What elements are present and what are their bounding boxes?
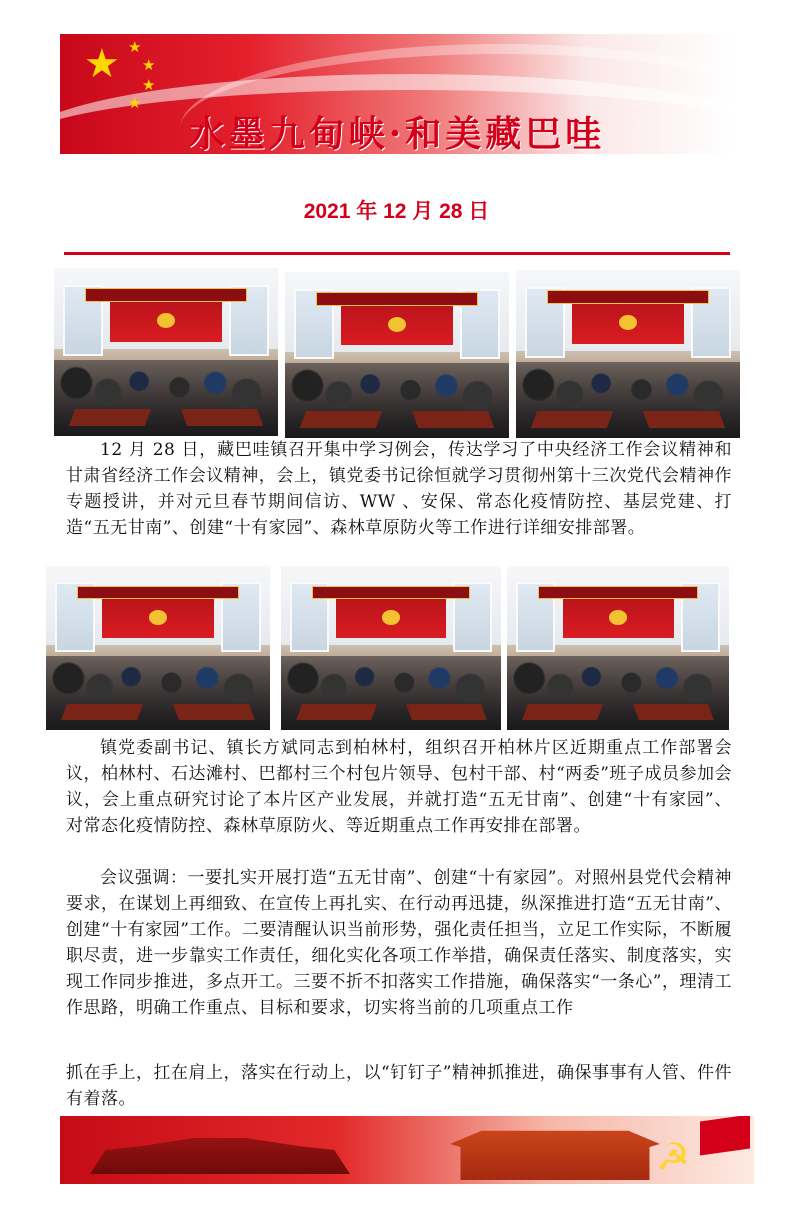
tiananmen-gate-icon (450, 1120, 660, 1180)
small-star-icon: ★ (128, 38, 142, 56)
paragraph-4: 抓在手上，扛在肩上，落实在行动上，以“钉钉子”精神抓推进，确保事事有人管、件件有着落。 (66, 1063, 732, 1109)
small-star-icon: ★ (142, 56, 156, 74)
small-star-icon: ★ (128, 94, 142, 112)
divider (64, 252, 730, 255)
meeting-photo-3 (516, 270, 740, 438)
footer-banner (60, 1116, 754, 1184)
paragraph-1: 12 月 28 日，藏巴哇镇召开集中学习例会，传达学习了中央经济工作会议精神和甘肃省经济工作会议精神，会上，镇党委书记徐恒就学习贯彻州第十三次党代会精神作专题授讲，并对元旦春节期间信访、WW 、安保、常态化疫情防控、基层党建、打造“五无甘南”、创建“十有家园”、森林草原防火等工作进行详细安排部署。 (66, 440, 732, 538)
party-emblem-icon: ☭ (656, 1135, 691, 1179)
big-star-icon: ★ (84, 41, 120, 87)
meeting-photo-5 (281, 566, 501, 730)
meeting-photo-1 (54, 268, 278, 436)
paragraph-2: 镇党委副书记、镇长方斌同志到柏林村，组织召开柏林片区近期重点工作部署会议，柏林村、石达滩村、巴都村三个村包片领导、包村干部、村“两委”班子成员参加会议，会上重点研究讨论了本片区产业发展，并就打造“五无甘南”、创建“十有家园”、对常态化疫情防控、森林草原防火、等近期重点工作再安排在部署。 (66, 738, 732, 836)
flag-icon (700, 1116, 750, 1156)
meeting-photo-6 (507, 566, 729, 730)
header-banner (60, 34, 734, 154)
small-star-icon: ★ (142, 76, 156, 94)
building-silhouette (90, 1134, 350, 1174)
publish-date: 2021 年 12 月 28 日 (303, 200, 490, 223)
meeting-photo-2 (285, 272, 509, 438)
banner-title: 水墨九甸峡·和美藏巴哇 (188, 113, 606, 154)
paragraph-3: 会议强调：一要扎实开展打造“五无甘南”、创建“十有家园”。对照州县党代会精神要求，在谋划上再细致、在宣传上再扎实、在行动再迅捷，纵深推进打造“五无甘南”、创建“十有家园”工作。二要清醒认识当前形势，强化责任担当，立足工作实际，不断履职尽责，进一步靠实工作责任，细化实化各项工作举措，确保责任落实、制度落实，实现工作同步推进，多点开工。三要不折不扣落实工作措施，确保落实“一条心”，理清工作思路，明确工作重点、目标和要求，切实将当前的几项重点工作 (66, 868, 732, 1018)
meeting-photo-4 (46, 566, 270, 730)
